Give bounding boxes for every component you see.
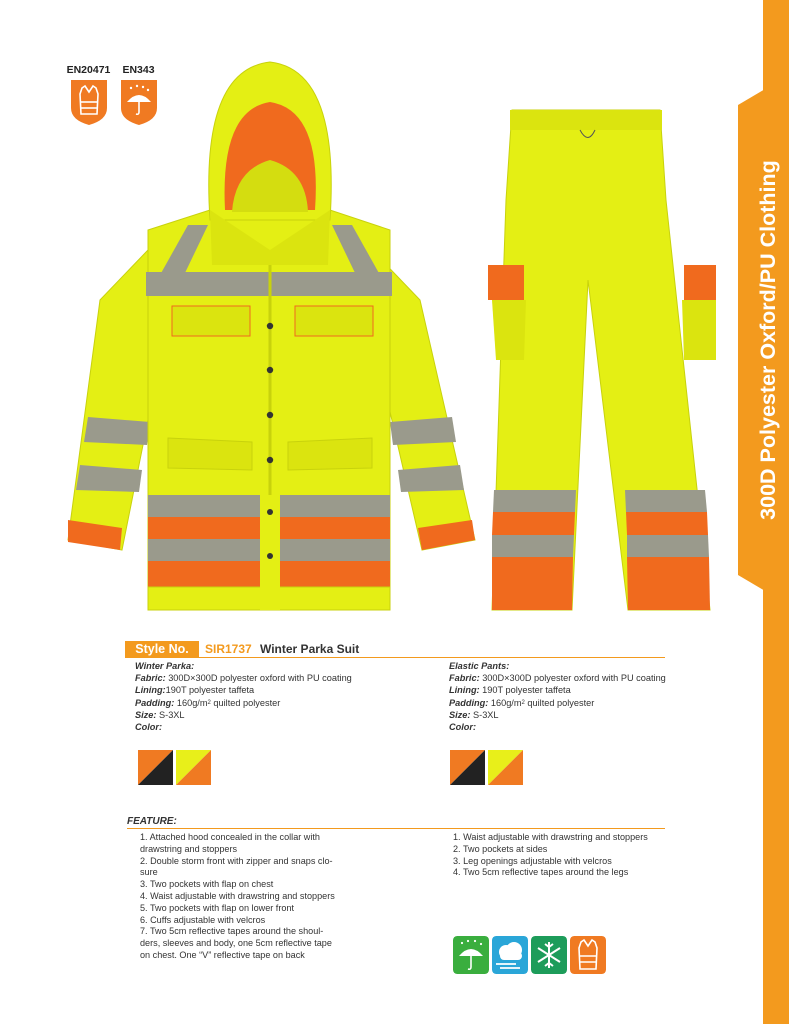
spec-size: Size: S-3XL — [449, 709, 499, 720]
cert-code: EN20471 — [66, 64, 111, 76]
list-item: 1. Attached hood concealed in the collar with — [140, 832, 320, 842]
rain-umbrella-icon — [453, 936, 489, 974]
divider — [127, 828, 665, 829]
feature-title: FEATURE: — [127, 816, 177, 827]
snowflake-icon — [531, 936, 567, 974]
list-item: 4. Two 5cm reflective tapes around the legs — [453, 867, 629, 878]
parka-jacket — [68, 62, 475, 610]
spec-heading: Winter Parka: — [135, 661, 195, 671]
style-code: SIR1737 — [205, 642, 252, 656]
style-header — [125, 641, 665, 658]
garments-illustration — [60, 50, 730, 625]
list-item: 5. Two pockets with flap on lower front — [140, 902, 294, 913]
spec-size: Size: S-3XL — [135, 709, 185, 720]
spec-heading: Elastic Pants: — [449, 661, 510, 671]
swatch-yellow-orange — [176, 750, 211, 785]
pants-spec — [449, 660, 679, 733]
list-item: ders, sleeves and body, one 5cm reflective tape — [140, 938, 332, 949]
style-name: Winter Parka Suit — [260, 642, 360, 656]
cert-code: EN343 — [122, 64, 155, 76]
hi-vis-vest-icon — [570, 936, 606, 974]
list-item: 3. Leg openings adjustable with velcros — [453, 855, 612, 866]
list-item: 2. Two pockets at sides — [453, 843, 548, 854]
parka-spec — [135, 660, 365, 733]
features-parka — [140, 832, 335, 962]
swatch-orange-black — [138, 750, 173, 785]
swatch-orange-black — [450, 750, 485, 785]
swatch-yellow-orange — [488, 750, 523, 785]
list-item: drawstring and stoppers — [140, 843, 238, 854]
spec-fabric: Fabric: 300D×300D polyester oxford with PU coating — [135, 673, 352, 684]
list-item: 6. Cuffs adjustable with velcros — [140, 914, 266, 925]
list-item: 2. Double storm front with zipper and snaps clo- — [140, 855, 333, 866]
divider — [125, 657, 665, 658]
list-item: 7. Two 5cm reflective tapes around the shoul- — [140, 926, 324, 937]
spec-padding: Padding: $160g/m^2$ quilted polyester — [135, 697, 281, 708]
spec-fabric: Fabric: 300D×300D polyester oxford with PU coating — [449, 673, 666, 684]
spec-padding: Padding: $160g/m^2$ quilted polyester — [449, 697, 595, 708]
list-item: on chest. One “V” reflective tape on back — [140, 949, 305, 960]
wind-cloud-icon — [492, 936, 528, 974]
spec-lining: Lining:190T polyester taffeta — [135, 685, 255, 696]
spec-lining: Lining: 190T polyester taffeta — [449, 685, 571, 696]
side-title: 300D Polyester Oxford/PU Clothing — [756, 160, 780, 520]
features-pants — [453, 832, 648, 879]
list-item: sure — [140, 867, 158, 878]
list-item: 1. Waist adjustable with drawstring and stoppers — [453, 832, 648, 842]
list-item: 4. Waist adjustable with drawstring and stoppers — [140, 890, 335, 901]
pants — [488, 110, 716, 610]
list-item: 3. Two pockets with flap on chest — [140, 879, 274, 890]
style-label: Style No. — [125, 641, 199, 658]
spec-color: Color: — [135, 722, 163, 733]
spec-color: Color: — [449, 722, 477, 733]
